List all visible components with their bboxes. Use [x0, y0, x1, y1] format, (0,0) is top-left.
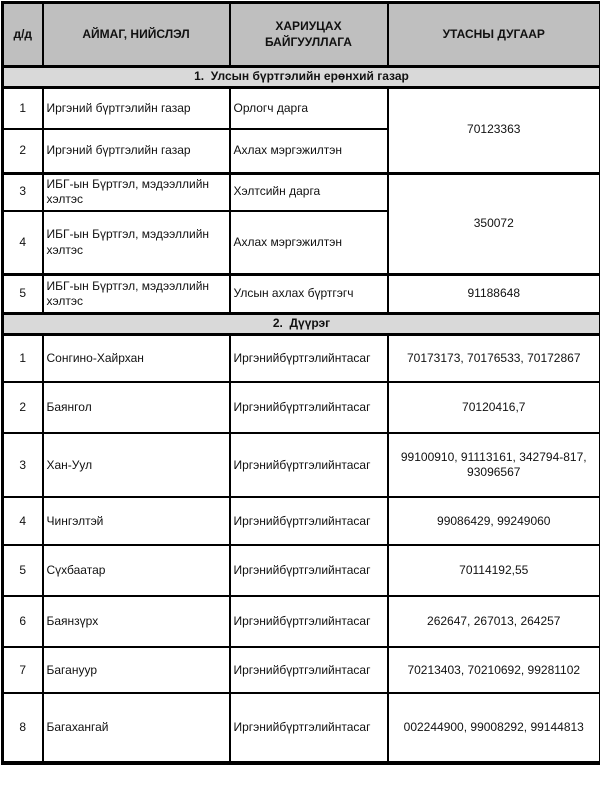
cell-org: Иргэнийбүртгэлийнтасаг [230, 433, 388, 497]
cell-org: Хэлтсийн дарга [230, 173, 388, 211]
table-row [3, 334, 600, 382]
cell-aimag: ИБГ-ын Бүртгэл, мэдээллийн хэлтэс [43, 173, 230, 211]
col-header-num: д/д [3, 3, 43, 67]
cell-org: Иргэнийбүртгэлийнтасаг [230, 693, 388, 763]
cell-org: Иргэнийбүртгэлийнтасаг [230, 382, 388, 433]
cell-aimag: Багануур [43, 647, 230, 693]
cell-phone: 002244900, 99008292, 99144813 [388, 693, 600, 763]
section-header-1 [3, 67, 600, 88]
cell-phone: 70120416,7 [388, 382, 600, 433]
cell-aimag: Иргэний бүртгэлийн газар [43, 87, 230, 129]
cell-aimag: Багахангай [43, 693, 230, 763]
section-header-2 [3, 314, 600, 335]
cell-aimag: ИБГ-ын Бүртгэл, мэдээллийн хэлтэс [43, 211, 230, 275]
cell-org: Ахлах мэргэжилтэн [230, 211, 388, 275]
cell-phone: 70213403, 70210692, 99281102 [388, 647, 600, 693]
cell-aimag: Иргэний бүртгэлийн газар [43, 129, 230, 173]
cell-phone: 99100910, 91113161, 342794-817, 93096567 [388, 433, 600, 497]
cell-org: Ахлах мэргэжилтэн [230, 129, 388, 173]
cell-num: 5 [3, 275, 43, 314]
table-row [3, 173, 600, 211]
phone-directory-table [1, 1, 600, 765]
cell-aimag: ИБГ-ын Бүртгэл, мэдээллийн хэлтэс [43, 275, 230, 314]
cell-aimag: Чингэлтэй [43, 497, 230, 545]
section-title: 2. Дүүрэг [3, 314, 600, 335]
header-row [3, 3, 600, 67]
cell-org: Иргэнийбүртгэлийнтасаг [230, 545, 388, 596]
table-row [3, 596, 600, 647]
cell-org: Орлогч дарга [230, 87, 388, 129]
cell-org: Улсын ахлах бүртгэгч [230, 275, 388, 314]
cell-aimag: Сонгино-Хайрхан [43, 334, 230, 382]
cell-phone: 99086429, 99249060 [388, 497, 600, 545]
cell-num: 1 [3, 87, 43, 129]
cell-num: 5 [3, 545, 43, 596]
table-row [3, 693, 600, 763]
table-row [3, 382, 600, 433]
cell-num: 8 [3, 693, 43, 763]
table-row [3, 275, 600, 314]
cell-org: Иргэнийбүртгэлийнтасаг [230, 334, 388, 382]
cell-phone: 70114192,55 [388, 545, 600, 596]
cell-num: 2 [3, 382, 43, 433]
cell-org: Иргэнийбүртгэлийнтасаг [230, 647, 388, 693]
cell-num: 1 [3, 334, 43, 382]
cell-num: 3 [3, 433, 43, 497]
cell-aimag: Хан-Уул [43, 433, 230, 497]
cell-num: 6 [3, 596, 43, 647]
cell-phone: 350072 [388, 173, 600, 275]
table-row [3, 545, 600, 596]
col-header-aimag: АЙМАГ, НИЙСЛЭЛ [43, 3, 230, 67]
cell-aimag: Сүхбаатар [43, 545, 230, 596]
table-row [3, 87, 600, 129]
section-title: 1. Улсын бүртгэлийн ерөнхий газар [3, 67, 600, 88]
cell-num: 3 [3, 173, 43, 211]
table-row [3, 433, 600, 497]
col-header-phone: УТАСНЫ ДУГААР [388, 3, 600, 67]
cell-num: 7 [3, 647, 43, 693]
cell-org: Иргэнийбүртгэлийнтасаг [230, 596, 388, 647]
cell-org: Иргэнийбүртгэлийнтасаг [230, 497, 388, 545]
cell-num: 4 [3, 497, 43, 545]
cell-phone: 91188648 [388, 275, 600, 314]
cell-aimag: Баянзүрх [43, 596, 230, 647]
table-row [3, 647, 600, 693]
cell-phone: 262647, 267013, 264257 [388, 596, 600, 647]
col-header-org: ХАРИУЦАХ БАЙГУУЛЛАГА [230, 3, 388, 67]
table-row [3, 497, 600, 545]
cell-phone: 70173173, 70176533, 70172867 [388, 334, 600, 382]
cell-num: 2 [3, 129, 43, 173]
cell-aimag: Баянгол [43, 382, 230, 433]
cell-num: 4 [3, 211, 43, 275]
cell-phone: 70123363 [388, 87, 600, 173]
